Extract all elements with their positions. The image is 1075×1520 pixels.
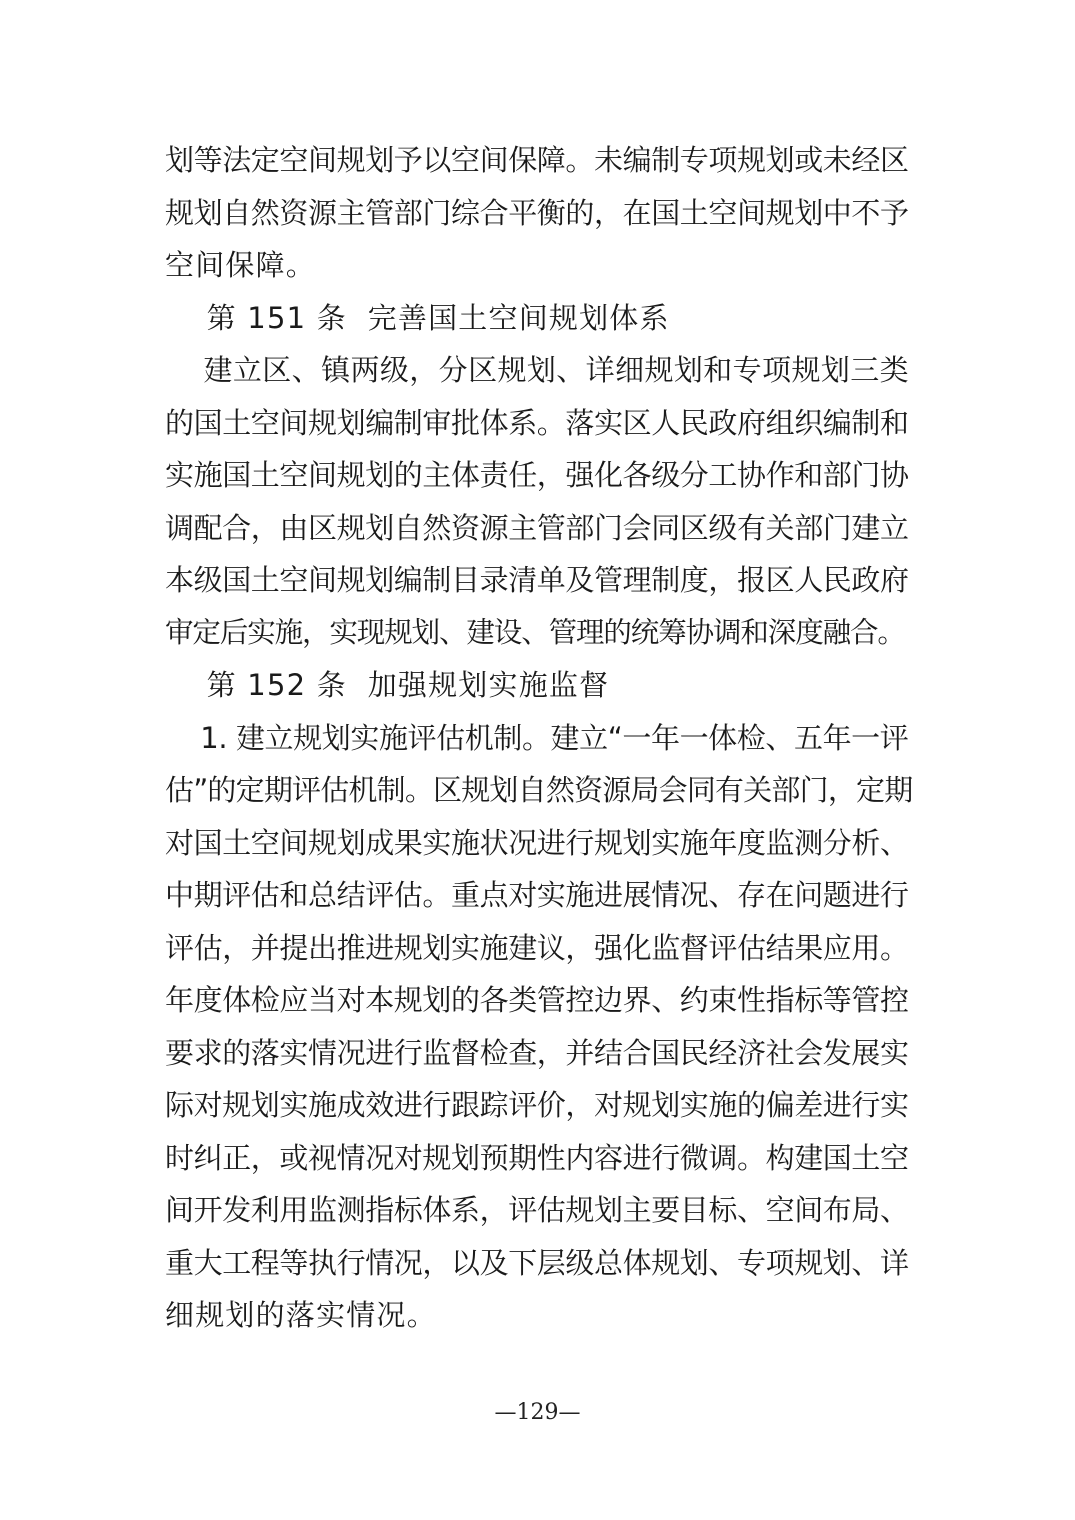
text-line: 1. 建立规划实施评估机制。建立“一年一体检、五年一评 (165, 720, 909, 755)
text-line: 规划自然资源主管部门综合平衡的，在国土空间规划中不予 (165, 195, 909, 230)
text-line: 际对规划实施成效进行跟踪评价，对规划实施的偏差进行实 (165, 1088, 909, 1122)
text-line: 审定后实施，实现规划、建设、管理的统筹协调和深度融合。 (165, 615, 905, 649)
text-line: 建立区、镇两级，分区规划、详细规划和专项规划三类 (165, 353, 910, 387)
text-line: 实施国土空间规划的主体责任，强化各级分工协作和部门协 (165, 458, 909, 492)
text-line: 间开发利用监测指标体系，评估规划主要目标、空间布局、 (165, 1193, 909, 1227)
text-line: 中期评估和总结评估。重点对实施进展情况、存在问题进行 (165, 878, 909, 912)
text-line: 重大工程等执行情况，以及下层级总体规划、专项规划、详 (165, 1245, 909, 1280)
text-line: 本级国土空间规划编制目录清单及管理制度，报区人民政府 (165, 563, 909, 597)
article-151-heading: 第 151 条 完善国土空间规划体系 (165, 300, 670, 335)
text-line: 对国土空间规划成果实施状况进行规划实施年度监测分析、 (165, 825, 909, 860)
text-line: 空间保障。 (165, 248, 317, 282)
text-line: 评估，并提出推进规划实施建议，强化监督评估结果应用。 (165, 930, 909, 965)
text-line: 年度体检应当对本规划的各类管控边界、约束性指标等管控 (165, 983, 909, 1017)
text-line: 时纠正，或视情况对规划预期性内容进行微调。构建国土空 (165, 1140, 909, 1175)
article-152-heading: 第 152 条 加强规划实施监督 (165, 668, 610, 702)
document-body (165, 134, 913, 1342)
text-line: 的国土空间规划编制审批体系。落实区人民政府组织编制和 (165, 405, 909, 440)
text-line: 估”的定期评估机制。区规划自然资源局会同有关部门，定期 (165, 773, 913, 807)
text-line: 要求的落实情况进行监督检查，并结合国民经济社会发展实 (165, 1035, 909, 1070)
text-line: 划等法定空间规划予以空间保障。未编制专项规划或未经区 (165, 143, 909, 177)
text-line: 细规划的落实情况。 (165, 1298, 437, 1332)
page-number: —129— (494, 1400, 581, 1425)
text-line: 调配合，由区规划自然资源主管部门会同区级有关部门建立 (165, 510, 909, 545)
